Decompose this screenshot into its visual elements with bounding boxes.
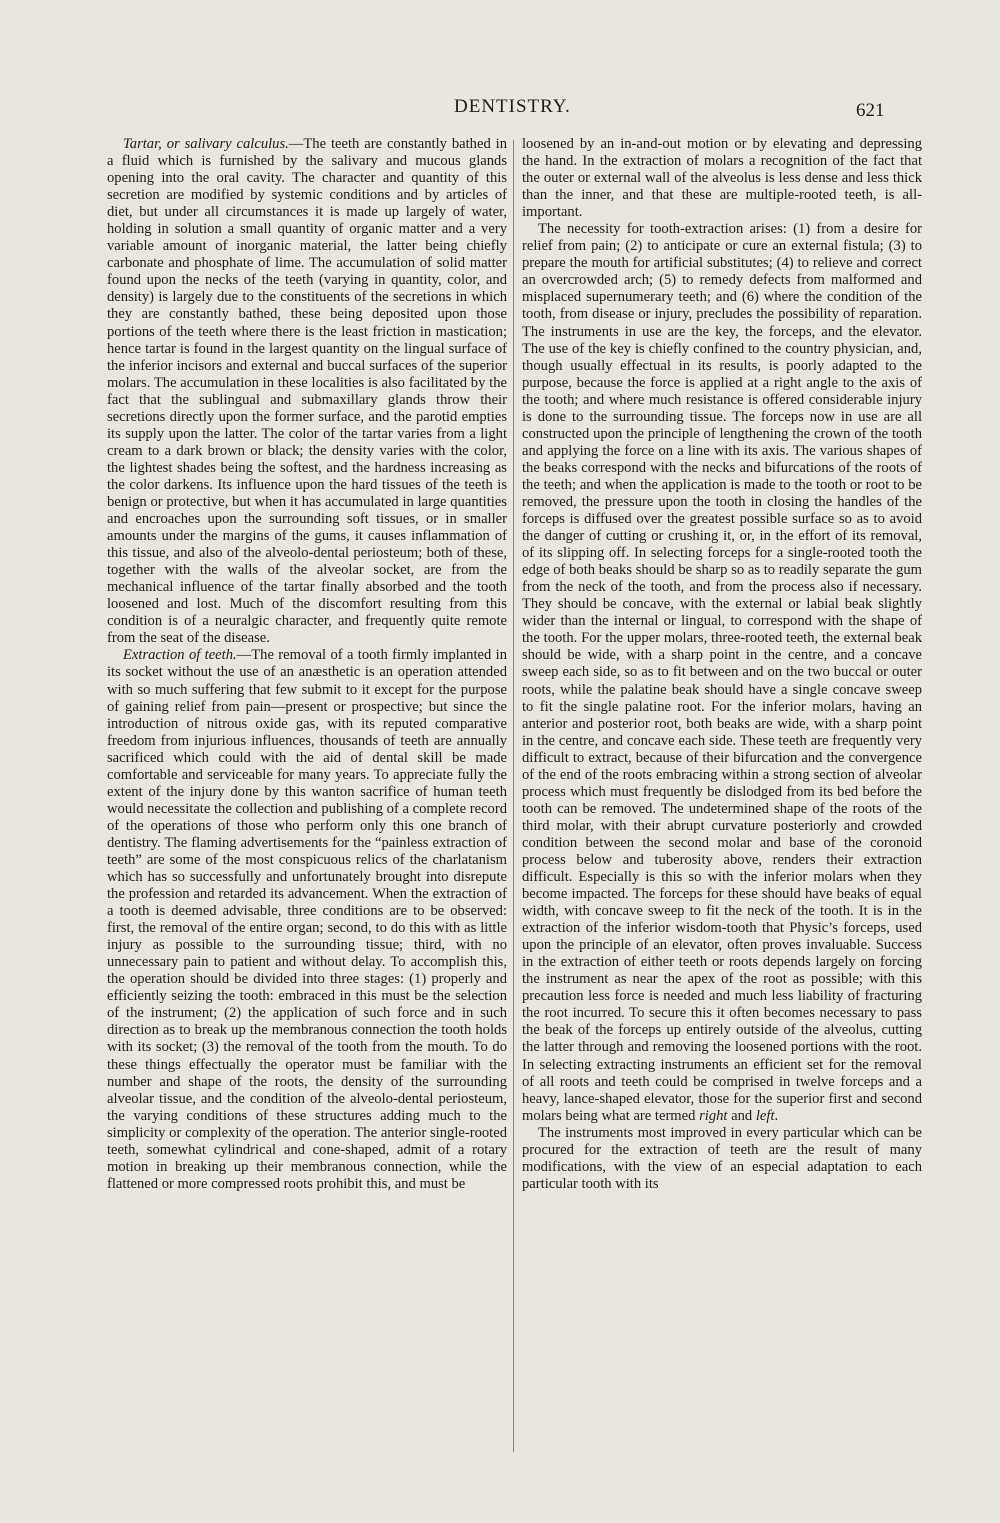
- paragraph-text: The necessity for tooth-extraction arises: (1) from a desire for relief from pain; (2) to anticipate or cure an external fistula; (3) to prepare the mouth for artificial substitutes; (4) to relieve and correct an overcrowded arch; (5) to remedy defects from malformed and misplaced supernumerary teeth; and (6) where the condition of the tooth, from disease or injury, precludes the possibility of reparation. The instruments in use are the key, the forceps, and the elevator. The use of the key is chiefly confined to the country physician, and, though usually effectual in its results, is poorly adapted to the purpose, because the force is applied at a right angle to the axis of the tooth; and where much resistance is offered considerable injury is done to the surrounding tissue. The forceps now in use are all constructed upon the principle of lengthening the crown of the tooth and applying the force on a line with its axis. The various shapes of the beaks correspond with the necks and bifurcations of the roots of the teeth; and when the application is made to the tooth or root to be removed, the pressure upon the tooth in closing the handles of the forceps is diffused over the greatest possible surface so as to avoid the danger of cutting or crushing it, or, in the effort of its removal, of its slipping off. In selecting forceps for a single-rooted tooth the edge of both beaks should be sharp so as to readily separate the gum from the neck of the tooth, and from the process also if necessary. They should be concave, with the external or labial beak slightly wider than the internal or lingual, to correspond with the shape of the tooth. For the upper molars, three-rooted teeth, the external beak should be wide, with a sharp point in the centre, and a concave sweep each side, so as to fit between and on the two buccal or outer roots, while the palatine beak should have a single concave sweep to fit the single palatine root. For the inferior molars, having an anterior and posterior root, both beaks are wide, with a sharp point in the centre, and concave each side. These teeth are frequently very difficult to extract, because of their bifurcation and the convergence of the end of the roots embracing within a strong section of alveolar process which must frequently be dislodged from its bed before the tooth can be removed. The undetermined shape of the roots of the third molar, with their abrupt curvature posteriorly and crowded condition between the second molar and base of the coronoid process below and tuberosity above, renders their extraction difficult. Especially is this so with the inferior molars when they become impacted. The forceps for these should have beaks of equal width, with concave sweep to fit the neck of the tooth. It is in the extraction of the inferior wisdom-tooth that Physic’s forceps, used upon the principle of an elevator, often proves invaluable. Success in the extraction of either teeth or roots depends largely on forcing the instrument as near the apex of the root as possible; with this precaution less force is needed and much less liability of fracturing the root incurred. To secure this it often becomes necessary to pass the beak of the forceps up entirely outside of the alveolus, cutting the latter through and removing the loosened portions with the root. In selecting extracting instruments an efficient set for the removal of all roots and teeth could be comprised in twelve forceps and a heavy, lance-shaped elevator, those for the superior first and second molars being what are termed: [522, 221, 922, 1124]
- section-heading-tartar: Tartar, or salivary calculus.: [123, 136, 289, 152]
- running-title: DENTISTRY.: [454, 96, 571, 117]
- paragraph-text: —The removal of a tooth firmly implanted in its socket without the use of an anæsthetic is an operation attended with so much suffering that few submit to it except for the purpose of gaining relief from pain—present or prospective; but since the introduction of nitrous oxide gas, with its reputed comparative freedom from injurious influences, thousands of teeth are annually sacrificed which could with the aid of dental skill be made comfortable and serviceable for many years. To appreciate fully the extent of the injury done by this wanton sacrifice of human teeth would necessitate the collection and publishing of a complete record of the operations of those who perform only this one branch of dentistry. The flaming advertisements for the “painless extraction of teeth” are some of the most conspicuous relics of the charlatanism which has so successfully and unfortunately brought into disrepute the profession and retarded its advancement. When the extraction of a tooth is deemed advisable, three conditions are to be observed: first, the removal of the entire organ; second, to do this with as little injury as possible to the surrounding tissue; third, with no unnecessary pain to patient and without delay. To accomplish this, the operation should be divided into three stages: (1) properly and efficiently seizing the tooth: embraced in this must be the selection of the instrument; (2) the application of such force and in such direction as to break up the membranous connection the tooth holds with its socket; (3) the removal of the tooth from the mouth. To do these things effectually the operator must be familiar with the number and shape of the roots, the density of the surrounding alveolar tissue, and the condition of the alveolo-dental periosteum, the varying conditions of these structures adding much to the simplicity or complexity of the operation. The anterior single-rooted teeth, somewhat cylindrical and cone-shaped, admit of a rotary motion in breaking up their membranous connection, while the flattened or more compressed roots prohibit this, and must be: [107, 647, 507, 1192]
- paragraph-text: —The teeth are constantly bathed in a fluid which is furnished by the salivary and mucous glands opening into the oral cavity. The character and quantity of this secretion are modified by systemic conditions and by articles of diet, but under all circumstances it is made up largely of water, holding in solution a small quantity of organic matter and a very variable amount of inorganic material, the latter being chiefly carbonate and phosphate of lime. The accumulation of solid matter found upon the necks of the teeth (varying in quantity, color, and density) is largely due to the constituents of the secretions in which they are constantly bathed, these being deposited upon those portions of the teeth where there is the least friction in mastication; hence tartar is found in the largest quantity on the lingual surface of the inferior incisors and external and buccal surfaces of the superior molars. The accumulation in these localities is also facilitated by the fact that the sublingual and submaxillary glands throw their secretions directly upon the former surface, and the parotid empties its supply upon the latter. The color of the tartar varies from a light cream to a dark brown or black; the density varies with the color, the lightest shades being the softest, and the hardness increasing as the color darkens. Its influence upon the hard tissues of the teeth is benign or protective, but when it has accumulated in large quantities and encroaches upon the surrounding soft tissues, or in smaller amounts under the margins of the gums, it causes inflammation of this tissue, and also of the alveolo-dental periosteum; both of these, together with the walls of the alveolar socket, are from the mechanical influence of the tartar finally absorbed and the tooth loosened and lost. Much of the discomfort resulting from this condition is of a neuralgic character, and frequently quite remote from the seat of the disease.: [107, 136, 507, 647]
- right-column: [522, 136, 922, 1452]
- italic-word: right: [699, 1107, 728, 1124]
- paragraph-text: and: [727, 1107, 756, 1124]
- paragraph-text: .: [774, 1107, 779, 1124]
- section-heading-extraction: Extraction of teeth.: [123, 647, 237, 664]
- running-head: [0, 96, 1000, 126]
- paragraph-instruments: The instruments most improved in every particular which can be procured for the extraction of teeth are the result of many modifications, with the view of an especial adaptation to each particular tooth with its: [522, 1124, 922, 1192]
- paragraph-necessity: [522, 221, 922, 1124]
- column-rule: [513, 140, 514, 1452]
- left-column: [107, 136, 507, 1452]
- italic-word: left: [755, 1107, 775, 1124]
- paragraph-tartar: [107, 136, 507, 647]
- paragraph-extraction: [107, 647, 507, 1193]
- page-number: 621: [856, 100, 885, 121]
- paragraph-continuation: loosened by an in-and-out motion or by elevating and depressing the hand. In the extraction of molars a recognition of the fact that the outer or external wall of the alveolus is less dense and less thick than the inner, and that these are multiple-rooted teeth, is all-important.: [522, 136, 922, 221]
